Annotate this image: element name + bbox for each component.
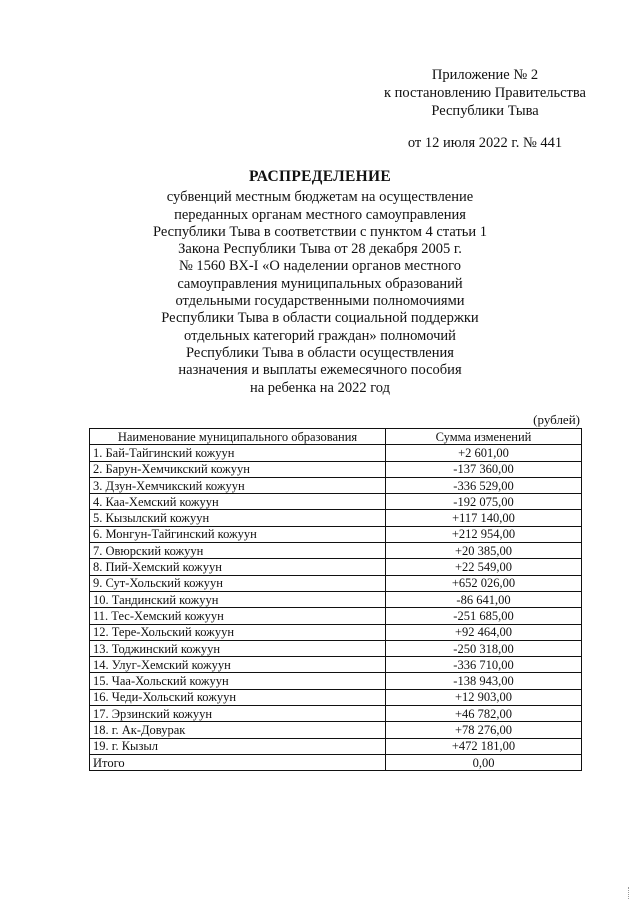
- subtitle-line: Республики Тыва в области социальной поддержки: [161, 310, 479, 327]
- table-row: [90, 445, 582, 461]
- appendix-block: [360, 66, 610, 152]
- municipality-name: 3. Дзун-Хемчикский кожуун: [90, 477, 386, 493]
- municipality-name: 9. Сут-Хольский кожуун: [90, 575, 386, 591]
- municipality-name: 5. Кызылский кожуун: [90, 510, 386, 526]
- table-row: [90, 494, 582, 510]
- subtitle-line: переданных органам местного самоуправления: [174, 206, 466, 223]
- table-row: [90, 689, 582, 705]
- municipality-name: 4. Каа-Хемский кожуун: [90, 494, 386, 510]
- table-row: [90, 738, 582, 754]
- subtitle-line: отдельных категорий граждан» полномочий: [184, 327, 456, 344]
- table-row: [90, 673, 582, 689]
- table-row: [90, 608, 582, 624]
- subtitle-line: № 1560 ВХ-I «О наделении органов местного: [178, 258, 462, 275]
- subtitle-line: Республики Тыва в области осуществления: [186, 344, 454, 361]
- municipality-name: 10. Тандинский кожуун: [90, 591, 386, 607]
- amount-change: +212 954,00: [386, 526, 582, 542]
- municipality-name: 2. Барун-Хемчикский кожуун: [90, 461, 386, 477]
- subtitle-line: субвенций местным бюджетам на осуществление: [166, 189, 474, 206]
- municipality-name: 7. Овюрский кожуун: [90, 543, 386, 559]
- distribution-table: [89, 428, 582, 771]
- table-row: [90, 510, 582, 526]
- subtitle-line: Закона Республики Тыва от 28 декабря 2005 г.: [178, 241, 462, 258]
- amount-change: +78 276,00: [386, 722, 582, 738]
- document-heading: РАСПРЕДЕЛЕНИЕ: [249, 168, 391, 185]
- municipality-name: 8. Пий-Хемский кожуун: [90, 559, 386, 575]
- appendix-date: от 12 июля 2022 г. № 441: [407, 135, 563, 151]
- table-row: [90, 706, 582, 722]
- amount-change: +12 903,00: [386, 689, 582, 705]
- total-amount: 0,00: [386, 754, 582, 770]
- table-header-row: [90, 429, 582, 445]
- table-row: [90, 461, 582, 477]
- amount-change: -336 710,00: [386, 657, 582, 673]
- municipality-name: 16. Чеди-Хольский кожуун: [90, 689, 386, 705]
- appendix-number: Приложение № 2: [431, 67, 539, 83]
- amount-change: -336 529,00: [386, 477, 582, 493]
- municipality-name: 17. Эрзинский кожуун: [90, 706, 386, 722]
- municipality-name: 19. г. Кызыл: [90, 738, 386, 754]
- municipality-name: 6. Монгун-Тайгинский кожуун: [90, 526, 386, 542]
- amount-change: -250 318,00: [386, 640, 582, 656]
- table-row: [90, 657, 582, 673]
- table-row: [90, 559, 582, 575]
- total-label: Итого: [90, 754, 386, 770]
- appendix-reference: к постановлению Правительства: [384, 85, 586, 101]
- appendix-government: Республики Тыва: [431, 103, 539, 119]
- amount-change: +20 385,00: [386, 543, 582, 559]
- municipality-name: 1. Бай-Тайгинский кожуун: [90, 445, 386, 461]
- municipality-name: 15. Чаа-Хольский кожуун: [90, 673, 386, 689]
- scan-artifact: [628, 887, 632, 899]
- amount-change: -138 943,00: [386, 673, 582, 689]
- subtitle-line: назначения и выплаты ежемесячного пособия: [178, 362, 462, 379]
- amount-change: +2 601,00: [386, 445, 582, 461]
- subtitle-line: отдельными государственными полномочиями: [175, 293, 465, 310]
- table-row: [90, 526, 582, 542]
- subtitle-line: Республики Тыва в соответствии с пунктом 4 статьи 1: [152, 223, 488, 240]
- amount-change: +22 549,00: [386, 559, 582, 575]
- table-total-row: [90, 754, 582, 770]
- amount-change: -137 360,00: [386, 461, 582, 477]
- column-header-municipality: Наименование муниципального образования: [90, 429, 386, 445]
- municipality-name: 13. Тоджинский кожуун: [90, 640, 386, 656]
- subtitle-line: самоуправления муниципальных образований: [177, 275, 463, 292]
- amount-change: -192 075,00: [386, 494, 582, 510]
- amount-change: +46 782,00: [386, 706, 582, 722]
- amount-change: +652 026,00: [386, 575, 582, 591]
- municipality-name: 14. Улуг-Хемский кожуун: [90, 657, 386, 673]
- amount-change: -251 685,00: [386, 608, 582, 624]
- municipality-name: 12. Тере-Хольский кожуун: [90, 624, 386, 640]
- municipality-name: 18. г. Ак-Довурак: [90, 722, 386, 738]
- table-row: [90, 640, 582, 656]
- currency-units-label: (рублей): [533, 412, 580, 427]
- table-row: [90, 591, 582, 607]
- municipality-name: 11. Тес-Хемский кожуун: [90, 608, 386, 624]
- column-header-amount: Сумма изменений: [386, 429, 582, 445]
- amount-change: -86 641,00: [386, 591, 582, 607]
- table-row: [90, 624, 582, 640]
- table-row: [90, 543, 582, 559]
- document-title-block: [120, 168, 520, 397]
- amount-change: +92 464,00: [386, 624, 582, 640]
- amount-change: +117 140,00: [386, 510, 582, 526]
- table-row: [90, 722, 582, 738]
- subtitle-line: на ребенка на 2022 год: [249, 379, 390, 396]
- table-row: [90, 575, 582, 591]
- amount-change: +472 181,00: [386, 738, 582, 754]
- table-row: [90, 477, 582, 493]
